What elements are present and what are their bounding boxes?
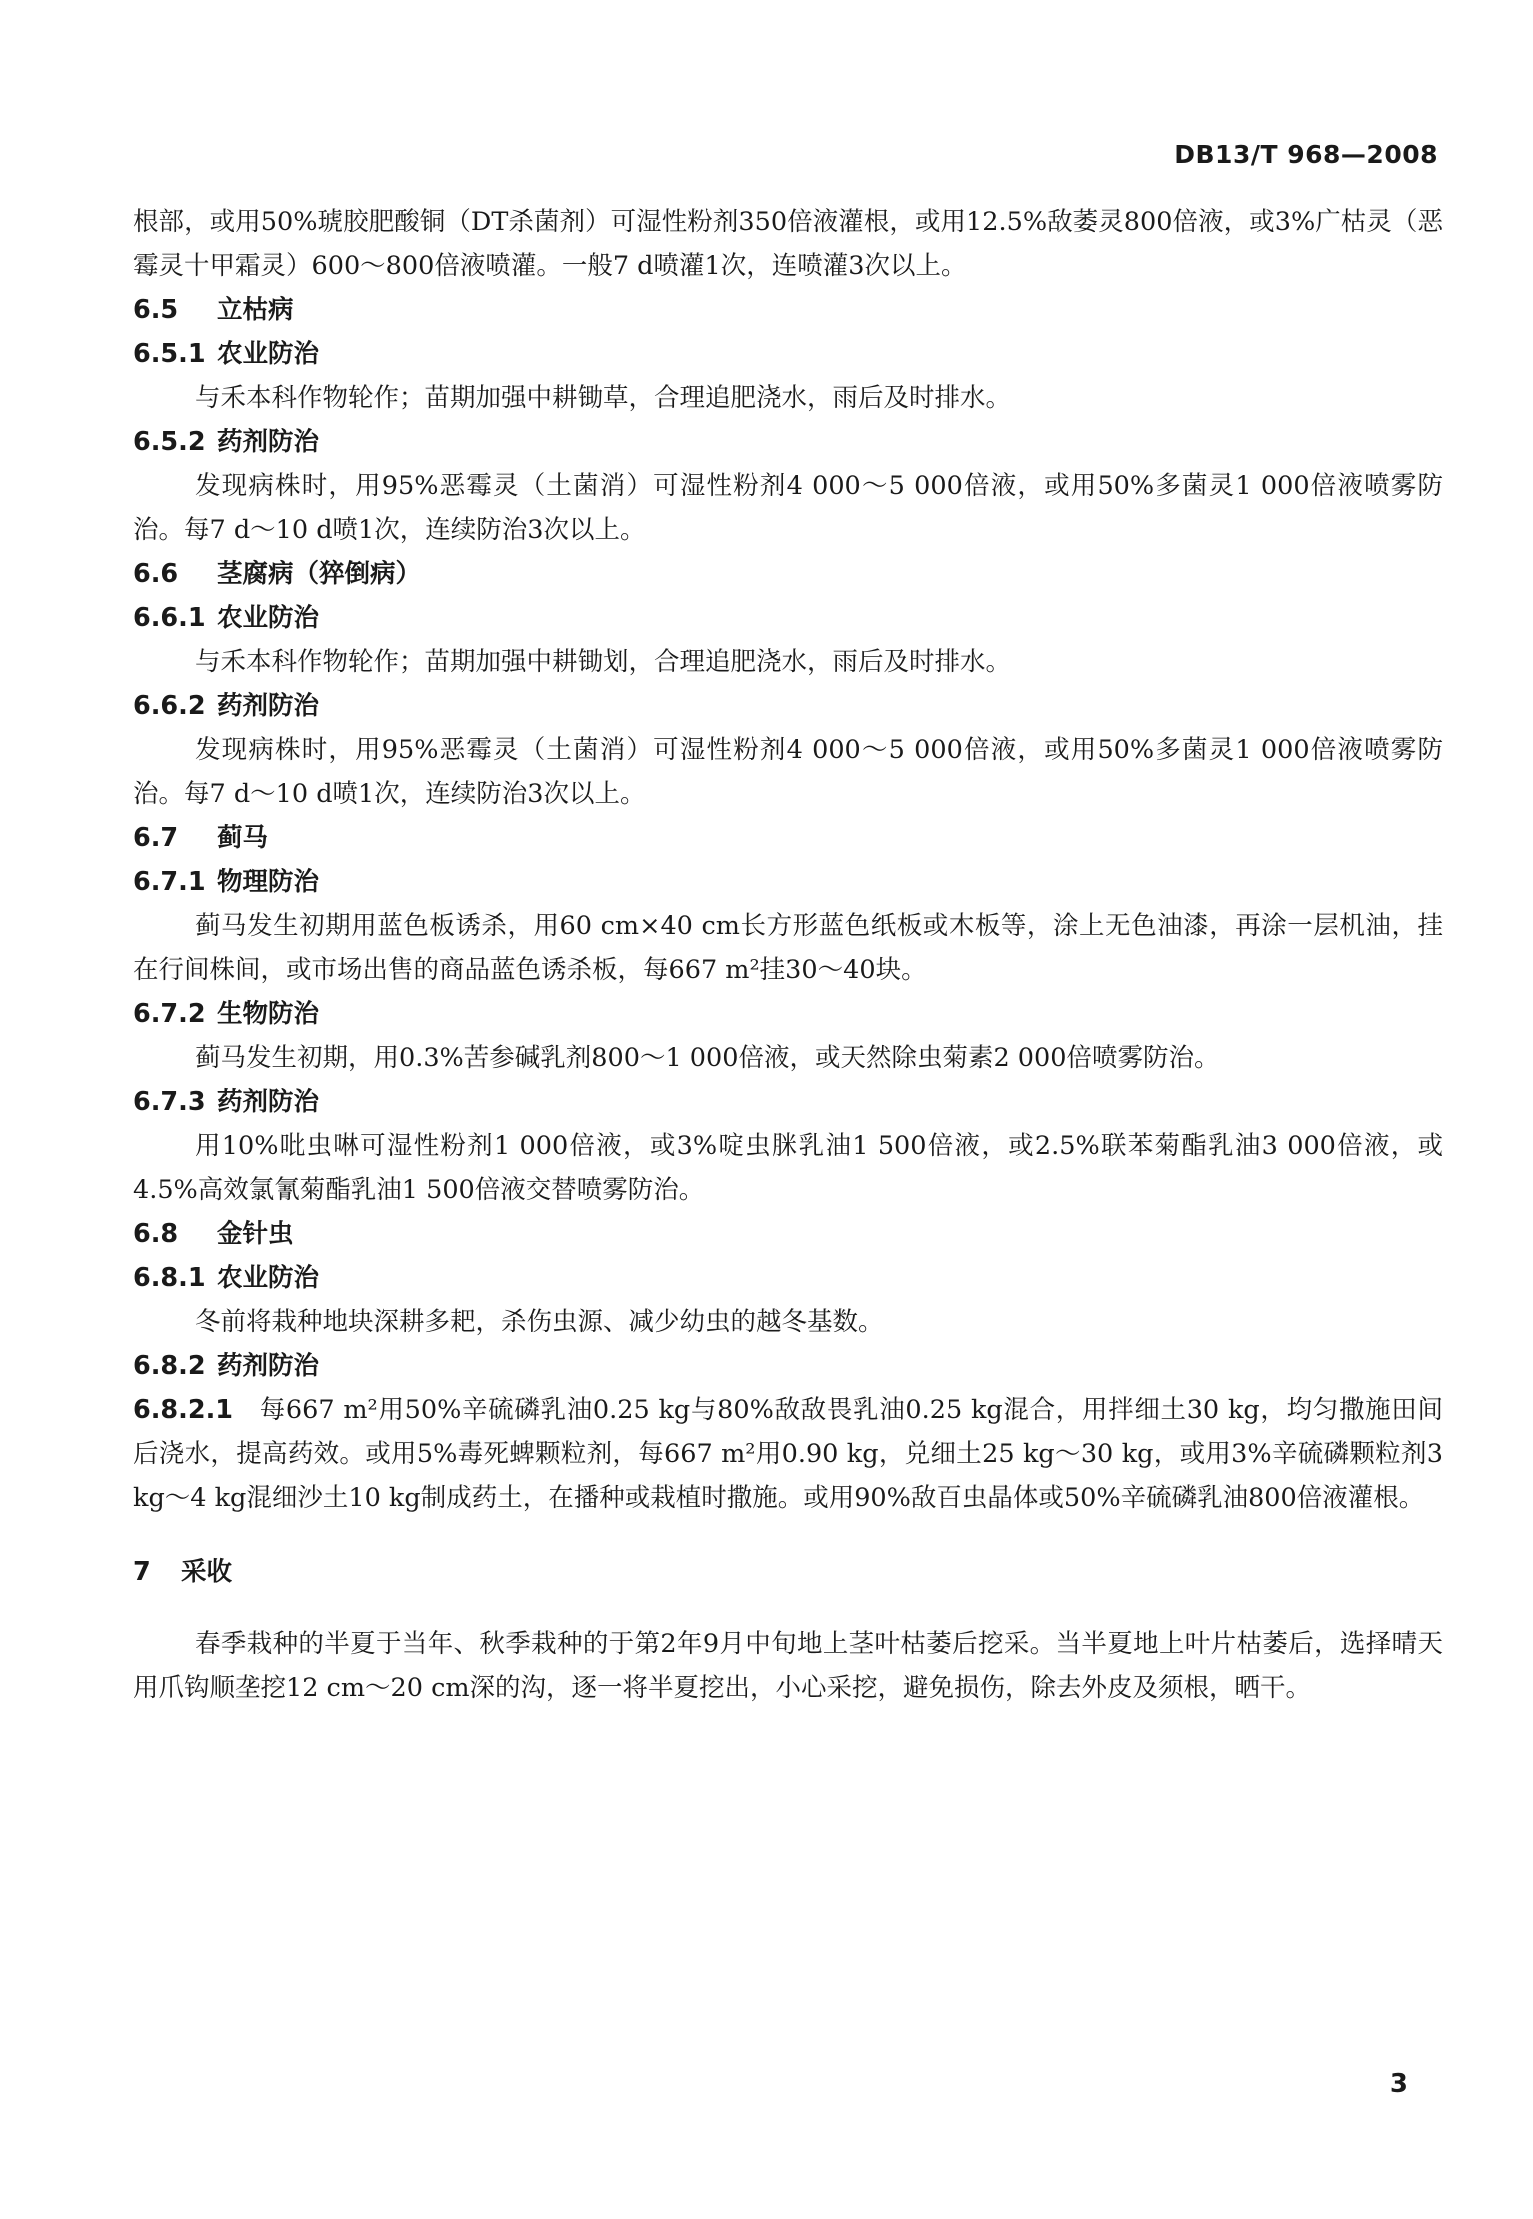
heading-number: 7 xyxy=(133,1557,151,1587)
paragraph-6-8-1: 冬前将栽种地块深耕多耙，杀伤虫源、减少幼虫的越冬基数。 xyxy=(195,1307,884,1337)
heading-number: 6.8.1 xyxy=(133,1263,206,1293)
heading-title: 农业防治 xyxy=(217,1263,320,1293)
heading-6-7 xyxy=(133,816,1443,860)
heading-title: 生物防治 xyxy=(217,999,320,1029)
heading-6-8-2 xyxy=(133,1344,1443,1388)
heading-number: 6.6.2 xyxy=(133,691,206,721)
heading-title: 采收 xyxy=(181,1557,233,1587)
heading-6-6-1 xyxy=(133,596,1443,640)
heading-title: 农业防治 xyxy=(217,603,320,633)
paragraph-6-5-2: 发现病株时，用95%恶霉灵（土菌消）可湿性粉剂4 000～5 000倍液，或用50%多菌灵1 000倍液喷雾防治。每7 d～10 d喷1次，连续防治3次以上。 xyxy=(133,471,1443,545)
heading-number: 6.5.1 xyxy=(133,339,206,369)
paragraph-6-7-3: 用10%吡虫啉可湿性粉剂1 000倍液，或3%啶虫脒乳油1 500倍液，或2.5%联苯菊酯乳油3 000倍液，或4.5%高效氯氰菊酯乳油1 500倍液交替喷雾防治。 xyxy=(133,1131,1443,1205)
heading-6-6 xyxy=(133,552,1443,596)
paragraph-6-7-1: 蓟马发生初期用蓝色板诱杀，用60 cm×40 cm长方形蓝色纸板或木板等，涂上无色油漆，再涂一层机油，挂在行间株间，或市场出售的商品蓝色诱杀板，每667 m²挂30～40块。 xyxy=(133,911,1443,985)
heading-6-7-3 xyxy=(133,1080,1443,1124)
document-code: DB13/T 968—2008 xyxy=(1174,140,1438,169)
page-number: 3 xyxy=(1389,2069,1408,2099)
heading-number: 6.7 xyxy=(133,823,179,853)
heading-title: 药剂防治 xyxy=(217,427,320,457)
heading-number: 6.6 xyxy=(133,559,179,589)
heading-title: 物理防治 xyxy=(217,867,320,897)
heading-6-6-2 xyxy=(133,684,1443,728)
heading-6-5-2 xyxy=(133,420,1443,464)
heading-title: 立枯病 xyxy=(217,295,294,325)
heading-number: 6.8 xyxy=(133,1219,179,1249)
heading-title: 金针虫 xyxy=(217,1219,294,1249)
paragraph-6-6-1: 与禾本科作物轮作；苗期加强中耕锄划，合理追肥浇水，雨后及时排水。 xyxy=(195,647,1012,677)
paragraph-6-7-2: 蓟马发生初期，用0.3%苦参碱乳剂800～1 000倍液，或天然除虫菊素2 000倍喷雾防治。 xyxy=(195,1043,1220,1073)
paragraph-7: 春季栽种的半夏于当年、秋季栽种的于第2年9月中旬地上茎叶枯萎后挖采。当半夏地上叶片枯萎后，选择晴天用爪钩顺垄挖12 cm～20 cm深的沟，逐一将半夏挖出，小心采挖，避免损伤，除去外皮及须根，晒干。 xyxy=(133,1629,1443,1703)
paragraph-6-8-2-1 xyxy=(133,1388,1443,1520)
heading-number: 6.7.3 xyxy=(133,1087,206,1117)
heading-title: 药剂防治 xyxy=(217,691,320,721)
clause-number: 6.8.2.1 xyxy=(133,1395,234,1425)
heading-6-7-2 xyxy=(133,992,1443,1036)
heading-title: 茎腐病（猝倒病） xyxy=(217,559,422,589)
paragraph-continued: 根部，或用50%琥胶肥酸铜（DT杀菌剂）可湿性粉剂350倍液灌根，或用12.5%敌萎灵800倍液，或3%广枯灵（恶霉灵十甲霜灵）600～800倍液喷灌。一般7 d喷灌1次，连喷灌3次以上。 xyxy=(133,207,1443,281)
heading-number: 6.5 xyxy=(133,295,179,325)
heading-title: 药剂防治 xyxy=(217,1351,320,1381)
paragraph-6-6-2: 发现病株时，用95%恶霉灵（土菌消）可湿性粉剂4 000～5 000倍液，或用50%多菌灵1 000倍液喷雾防治。每7 d～10 d喷1次，连续防治3次以上。 xyxy=(133,735,1443,809)
heading-6-8 xyxy=(133,1212,1443,1256)
heading-6-8-1 xyxy=(133,1256,1443,1300)
heading-title: 蓟马 xyxy=(217,823,269,853)
heading-number: 6.7.2 xyxy=(133,999,206,1029)
paragraph-6-5-1: 与禾本科作物轮作；苗期加强中耕锄草，合理追肥浇水，雨后及时排水。 xyxy=(195,383,1012,413)
page-body xyxy=(133,200,1443,1710)
heading-number: 6.6.1 xyxy=(133,603,206,633)
heading-7 xyxy=(133,1550,1443,1594)
heading-6-7-1 xyxy=(133,860,1443,904)
heading-6-5 xyxy=(133,288,1443,332)
heading-number: 6.7.1 xyxy=(133,867,206,897)
heading-number: 6.5.2 xyxy=(133,427,206,457)
clause-text: 每667 m²用50%辛硫磷乳油0.25 kg与80%敌敌畏乳油0.25 kg混合，用拌细土30 kg，均匀撒施田间后浇水，提高药效。或用5%毒死蜱颗粒剂，每667 m²用0.90 kg，兑细土25 kg～30 kg，或用3%辛硫磷颗粒剂3 kg～4 kg混细沙土10 kg制成药土，在播种或栽植时撒施。或用90%敌百虫晶体或50%辛硫磷乳油800倍液灌根。 xyxy=(133,1395,1443,1513)
heading-6-5-1 xyxy=(133,332,1443,376)
heading-title: 农业防治 xyxy=(217,339,320,369)
heading-title: 药剂防治 xyxy=(217,1087,320,1117)
heading-number: 6.8.2 xyxy=(133,1351,206,1381)
